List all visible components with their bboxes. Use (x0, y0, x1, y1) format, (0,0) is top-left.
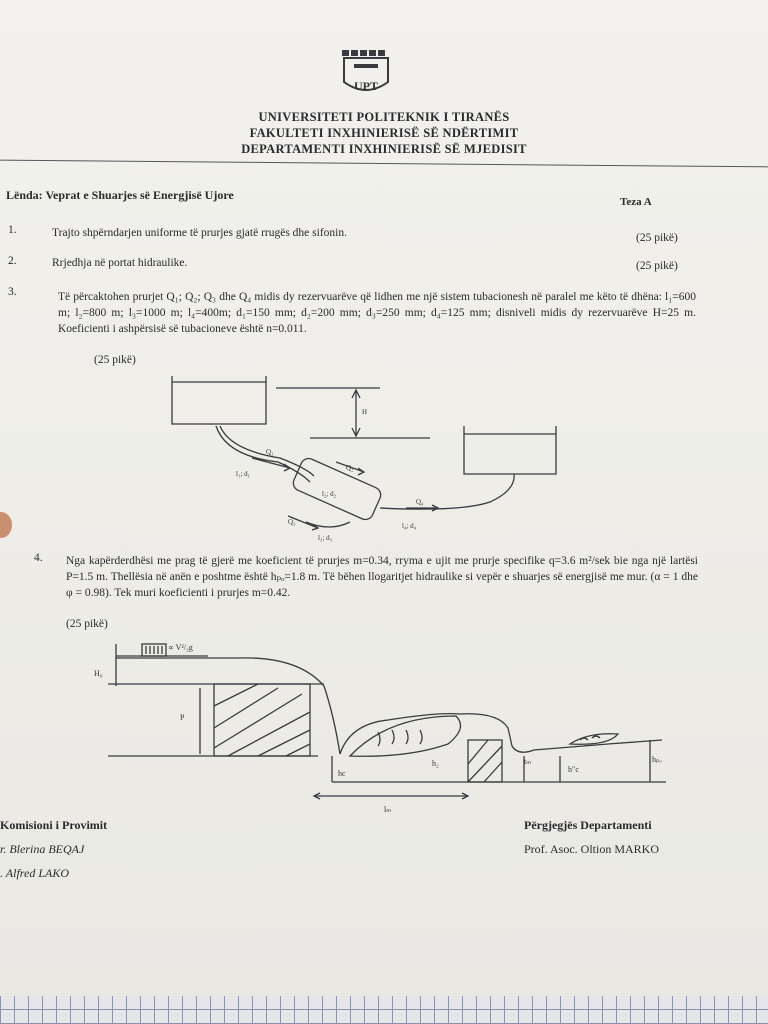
label-lm: lₘ (384, 805, 392, 814)
hydraulic-jump-roller (350, 716, 461, 756)
faculty-name: FAKULTETI INXHINIERISË SË NDËRTIMIT (249, 126, 519, 140)
label-hc2: h″c (568, 765, 579, 774)
label-Q1: Q₁ (266, 448, 274, 456)
department-head-title: Përgjegjës Departamenti (524, 818, 652, 832)
question-3-points: (25 pikë) (94, 354, 136, 366)
question-4-text: Nga kapërderdhësi me prag të gjerë me koeficient të prurjes m=0.34, rryma e ujit me prurje specifike q=3.6 m²/sek bie nga një lartësi P=1.5 m. Thellësia në anën e poshtme është hₚₒ=1.8 m. Të bëhen llogaritjet hidraulike si vepër e shuarjes së energjisë me mur. (α = 1 dhe φ = 0.98). Tek muri koeficienti i prurjes m=0.42. (66, 555, 698, 599)
label-l1d1: l₁; d₁ (236, 470, 251, 478)
question-3-number: 3. (8, 286, 17, 298)
label-alpha-velocity: ∝ V²/₂g (168, 643, 193, 652)
logo-text: UPT (354, 79, 378, 93)
upt-logo (338, 48, 394, 100)
department-head-name: Prof. Asoc. Oltion MARKO (524, 842, 660, 856)
question-2-text: Rrjedhja në portat hidraulike. (52, 257, 188, 269)
question-2-number: 2. (8, 255, 17, 267)
label-hpo: hₚₒ (652, 755, 662, 764)
label-P: P (180, 713, 185, 722)
label-tw: tₘ (524, 757, 532, 766)
commission-member-2: . Alfred LAKO (0, 866, 70, 880)
label-hc: hc (338, 769, 346, 778)
label-l2d2: l₂; d₂ (322, 490, 337, 498)
question-4-points: (25 pikë) (66, 618, 108, 630)
label-H: H (362, 408, 368, 416)
label-l3d3: l₃; d₃ (318, 534, 333, 542)
question-4-number: 4. (34, 552, 43, 564)
question-2-points: (25 pikë) (636, 260, 678, 272)
label-Q2: Q₂ (346, 464, 354, 472)
pipe-system-diagram (160, 372, 580, 550)
question-1-number: 1. (8, 224, 17, 236)
subject-title: Lënda: Veprat e Shuarjes së Energjisë Ujore (6, 188, 234, 202)
question-1-text: Trajto shpërndarjen uniforme të prurjes gjatë rrugës dhe sifonin. (52, 227, 347, 239)
label-h2: h₂ (432, 759, 439, 768)
pipe-junction-loop (291, 456, 383, 522)
grid-paper-background (0, 996, 768, 1024)
university-name: UNIVERSITETI POLITEKNIK I TIRANËS (258, 110, 510, 124)
variant-label: Teza A (620, 196, 652, 208)
commission-member-1: r. Blerina BEQAJ (0, 842, 85, 856)
label-H0: H₀ (94, 669, 103, 678)
question-1-points: (25 pikë) (636, 232, 678, 244)
commission-title: Komisioni i Provimit (0, 818, 108, 832)
department-name: DEPARTAMENTI INXHINIERISË SË MJEDISIT (241, 142, 527, 156)
lower-reservoir (464, 426, 556, 474)
upper-reservoir (172, 376, 266, 424)
weir-diagram (88, 636, 688, 820)
label-l4d4: l₄; d₄ (402, 522, 417, 530)
label-Q4: Q₄ (416, 498, 424, 506)
question-3-text: Të përcaktohen prurjet Q₁; Q₂; Q₃ dhe Q₄ midis dy rezervuarëve që lidhen me një sistem tubacionesh në paralel me këto të dhëna: l₁=600 m; l₂=800 m; l₃=1000 m; l₄=400m; d₁=150 mm; d₂=200 mm; d₃=250 mm; d₄=125 mm; disniveli midis dy rezervuarëve H=25 m. Koeficienti i ashpërsisë së tubacioneve është n=0.011. (58, 291, 696, 335)
label-Q3: Q₃ (288, 518, 296, 526)
